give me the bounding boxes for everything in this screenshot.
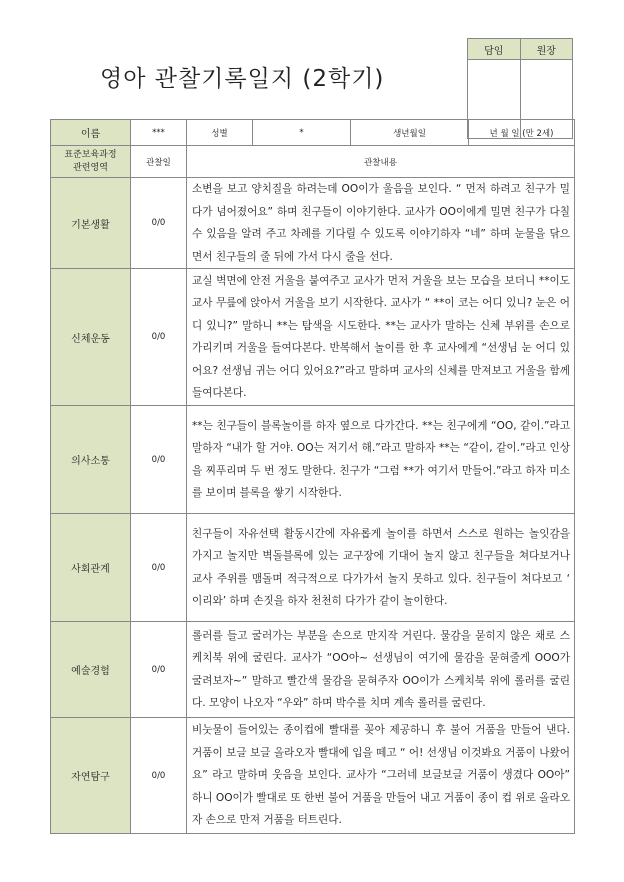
observation-date[interactable]: 0/0 bbox=[131, 514, 187, 622]
entry-row-art bbox=[51, 622, 575, 718]
observation-date[interactable]: 0/0 bbox=[131, 622, 187, 718]
sex-label: 성별 bbox=[187, 120, 253, 146]
observation-text[interactable]: **는 친구들이 블록놀이를 하자 옆으로 다가간다. **는 친구에게 “OO, 같이.”라고 말하자 “내가 할 거야. OO는 저기서 해.”라고 말하자 **는 “같이, 같이.”라고 인상을 찌푸리며 두 번 정도 말한다. 친구가 “그럼 **가 여기서 만들어.”라고 하자 미소를 보이며 블록을 쌓기 시작한다. bbox=[187, 406, 575, 514]
observation-date[interactable]: 0/0 bbox=[131, 269, 187, 406]
observation-date[interactable]: 0/0 bbox=[131, 178, 187, 269]
entry-row-nature bbox=[51, 718, 575, 834]
observation-text[interactable]: 롤러를 들고 굴러가는 부분을 손으로 만지작 거린다. 물감을 묻히지 않은 채로 스케치북 위에 굴린다. 교사가 “OO아~ 선생님이 여기에 물감을 묻혀줄게 OOO가 굴려보자~” 말하고 빨간색 물감을 묻혀주자 OO이가 스케치북 위에 롤러를 굴린다. 모양이 나오자 “우와” 하며 박수를 치며 계속 롤러를 굴린다. bbox=[187, 622, 575, 718]
area-label: 기본생활 bbox=[51, 178, 131, 269]
entry-row-physical bbox=[51, 269, 575, 406]
header-row bbox=[51, 146, 575, 178]
area-label: 예술경험 bbox=[51, 622, 131, 718]
entry-row-communication bbox=[51, 406, 575, 514]
observation-table bbox=[50, 119, 575, 834]
content-header: 관찰내용 bbox=[187, 146, 575, 178]
area-label: 자연탐구 bbox=[51, 718, 131, 834]
area-header bbox=[51, 146, 131, 178]
sex-value[interactable]: * bbox=[253, 120, 351, 146]
entry-row-social bbox=[51, 514, 575, 622]
observation-text[interactable]: 친구들이 자유선택 활동시간에 자유롭게 놀이를 하면서 스스로 원하는 놀잇감을 가지고 놀지만 벽돌블록에 있는 교구장에 기대어 놀지 않고 친구들을 쳐다보거나 교사 주위를 맴돌며 적극적으로 다가가서 놀지 못하고 있다. 친구들이 쳐다보고 ‘ 이리와’ 하며 손짓을 하자 천천히 다가가 같이 놀이한다. bbox=[187, 514, 575, 622]
observation-date[interactable]: 0/0 bbox=[131, 718, 187, 834]
observation-text[interactable]: 비눗물이 들어있는 종이컵에 빨대를 꽂아 제공하니 후 불어 거품을 만들어 낸다. 거품이 보글 보글 올라오자 빨대에 입을 떼고 “ 어! 선생님 이것봐요 거품이 나왔어요” 라고 말하며 웃음을 보인다. 교사가 “그러네 보글보글 거품이 생겼다 OO아” 하니 OO이가 빨대로 또 한번 불어 거품을 만들어 내고 거품이 종이 컵 위로 올라오자 손으로 만져 거품을 터트린다. bbox=[187, 718, 575, 834]
info-row bbox=[51, 120, 575, 146]
birth-value[interactable]: 년 월 일 (만 2세) bbox=[469, 120, 575, 146]
date-header: 관찰일 bbox=[131, 146, 187, 178]
area-header-line2: 관련영역 bbox=[73, 162, 108, 173]
area-label: 의사소통 bbox=[51, 406, 131, 514]
observation-date[interactable]: 0/0 bbox=[131, 406, 187, 514]
entry-row-basic-life bbox=[51, 178, 575, 269]
approval-director-label: 원장 bbox=[520, 39, 573, 60]
page-title: 영아 관찰기록일지 (2학기) bbox=[100, 66, 385, 92]
observation-text[interactable]: 소변을 보고 양치질을 하려는데 OO이가 울음을 보인다. “ 먼저 하려고 친구가 밀다가 넘어졌어요” 하며 친구들이 이야기한다. 교사가 OO이에게 밀면 친구가 다칠 수 있음을 알려 주고 차례를 기다릴 수 있도록 이야기하자 “네” 하며 눈물을 닦으면서 친구들의 줄 뒤에 가서 다시 줄을 선다. bbox=[187, 178, 575, 269]
observation-text[interactable]: 교실 벽면에 안전 거울을 붙여주고 교사가 먼저 거울을 보는 모습을 보더니 **이도 교사 무릎에 앉아서 거울을 보기 시작한다. 교사가 “ **이 코는 어디 있니? 눈은 어디 있니?” 말하니 **는 탐색을 시도한다. **는 교사가 말하는 신체 부위를 손으로 가리키며 거울을 들여다본다. 반복해서 놀이를 한 후 교사에게 “선생님 눈 어디 있어요? 선생님 귀는 어디 있어요?”라고 말하며 교사의 신체를 만져보고 거울을 함께 들여다본다. bbox=[187, 269, 575, 406]
area-label: 사회관계 bbox=[51, 514, 131, 622]
area-header-line1: 표준보육과정 bbox=[64, 149, 117, 160]
approval-teacher-label: 담임 bbox=[468, 39, 521, 60]
name-label: 이름 bbox=[51, 120, 131, 146]
area-label: 신체운동 bbox=[51, 269, 131, 406]
name-value[interactable]: *** bbox=[131, 120, 187, 146]
birth-label: 생년월일 bbox=[351, 120, 469, 146]
